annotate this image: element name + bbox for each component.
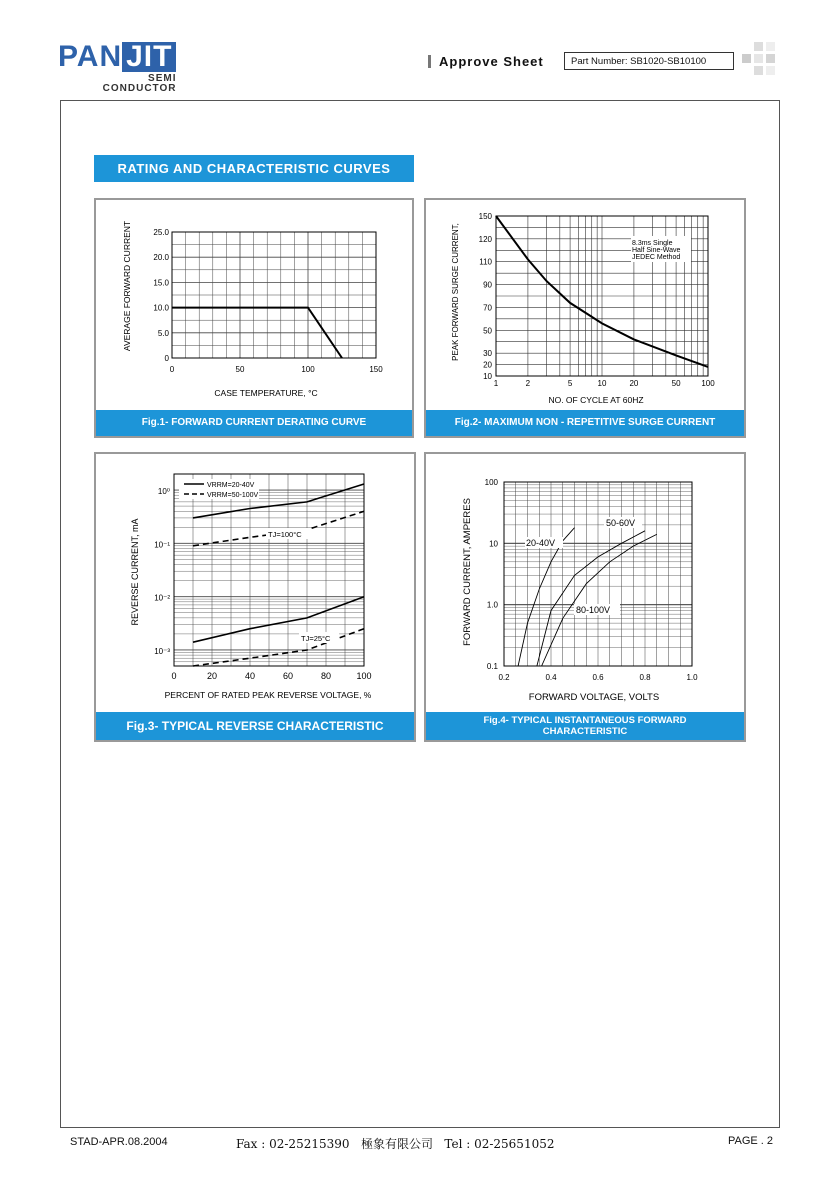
fig2-xtick: 100 — [701, 379, 715, 388]
fig4-xtick: 0.6 — [592, 673, 604, 682]
fig4-caption-line1: Fig.4- TYPICAL INSTANTANEOUS FORWARD — [483, 715, 687, 726]
fig4-caption — [426, 712, 744, 740]
checker-decoration-icon — [742, 42, 782, 78]
fig1-chart — [96, 200, 412, 410]
fig4-label-20-40v: 20-40V — [526, 538, 556, 548]
fig4-ytick: 100 — [484, 478, 498, 487]
fig4-ytick: 1.0 — [486, 600, 498, 610]
fig2-note1: 8.3ms Single — [632, 240, 673, 247]
fig3-xtick: 0 — [171, 671, 177, 681]
fig2-ytick: 70 — [483, 303, 492, 313]
fig3-ytick: 10⁻¹ — [154, 540, 170, 550]
fig2-xtick: 1 — [493, 379, 499, 388]
fig2-panel — [424, 198, 746, 438]
fig4-xtick: 1.0 — [686, 673, 698, 682]
fig2-ylabel: PEAK FORWARD SURGE CURRENT, — [451, 223, 460, 361]
fig1-xtick: 0 — [169, 365, 175, 374]
fig3-xtick: 100 — [356, 671, 372, 681]
fig1-ytick: 25.0 — [153, 228, 169, 237]
fig1-ytick: 20.0 — [153, 253, 169, 263]
fig3-ytick: 10⁻² — [154, 593, 170, 603]
footer-doc-code: STAD-APR.08.2004 — [70, 1136, 168, 1148]
fig3-xtick: 60 — [282, 671, 294, 681]
fig4-ylabel: FORWARD CURRENT, AMPERES — [462, 498, 473, 646]
fig3-tj-high: TJ=100°C — [268, 530, 302, 539]
fig1-ytick: 5.0 — [157, 328, 169, 338]
footer-page-number: PAGE . 2 — [728, 1135, 774, 1147]
fig1-xtick: 50 — [235, 365, 245, 374]
fig2-ytick: 120 — [478, 234, 492, 244]
logo-pan: PAN — [58, 40, 123, 73]
fig2-xtick: 2 — [525, 379, 531, 388]
fig4-ytick: 0.1 — [486, 662, 498, 671]
fig1-caption: Fig.1- FORWARD CURRENT DERATING CURVE — [96, 410, 412, 436]
footer-contact: Fax : 02-25215390 極象有限公司 Tel : 02-25651052 — [236, 1137, 555, 1151]
fig4-label-80-100v: 80-100V — [576, 605, 611, 615]
fig2-note3: JEDEC Method — [632, 254, 681, 261]
fig2-note2: Half Sine-Wave — [632, 247, 681, 254]
fig2-ytick: 50 — [483, 326, 492, 336]
fig3-xtick: 20 — [206, 671, 218, 681]
fig3-ytick: 10⁰ — [157, 487, 170, 497]
part-number-box: Part Number: SB1020-SB10100 — [564, 52, 734, 70]
fig1-xlabel: CASE TEMPERATURE, °C — [214, 388, 318, 398]
fig4-xtick: 0.8 — [639, 673, 651, 682]
logo-conductor: CONDUCTOR — [102, 83, 177, 94]
fig2-ytick: 150 — [478, 212, 492, 221]
fig3-legend1: VRRM=20-40V — [207, 482, 255, 489]
logo-jit: JIT — [122, 42, 176, 72]
fig1-ytick: 0 — [164, 354, 169, 363]
fig2-xtick: 50 — [671, 379, 681, 388]
fig4-xtick: 0.4 — [545, 673, 557, 682]
fig2-caption: Fig.2- MAXIMUM NON - REPETITIVE SURGE CURRENT — [426, 410, 744, 436]
panjit-logo — [58, 40, 176, 94]
fig4-xlabel: FORWARD VOLTAGE, VOLTS — [528, 692, 660, 703]
fig4-chart — [426, 454, 744, 714]
fig3-tj-low: TJ=25°C — [301, 634, 331, 643]
fig1-xtick: 150 — [369, 365, 383, 374]
fig4-caption-line2: CHARACTERISTIC — [542, 726, 628, 737]
fig2-ytick: 20 — [483, 360, 492, 370]
fig3-caption: Fig.3- TYPICAL REVERSE CHARACTERISTIC — [96, 712, 414, 740]
fig3-xlabel: PERCENT OF RATED PEAK REVERSE VOLTAGE, % — [164, 690, 372, 700]
fig2-ytick: 90 — [483, 280, 492, 290]
fig2-xtick: 10 — [597, 379, 607, 388]
fig2-ytick: 110 — [479, 257, 492, 267]
fig4-xtick: 0.2 — [498, 673, 510, 682]
fig2-xtick: 5 — [567, 379, 573, 388]
fig2-ytick: 30 — [483, 349, 492, 359]
fig4-label-50-60v: 50-60V — [606, 518, 636, 528]
fig1-xtick: 100 — [301, 365, 315, 374]
fig1-ytick: 10.0 — [153, 303, 169, 313]
section-title: RATING AND CHARACTERISTIC CURVES — [94, 155, 414, 182]
fig2-xlabel: NO. OF CYCLE AT 60HZ — [548, 395, 644, 405]
fig4-series-line — [542, 534, 657, 666]
fig4-series-line — [518, 528, 574, 666]
fig3-xtick: 80 — [320, 671, 332, 681]
fig3-legend2: VRRM=50-100V — [207, 492, 259, 499]
fig2-xtick: 20 — [629, 379, 639, 388]
fig3-panel — [94, 452, 416, 742]
fig1-panel — [94, 198, 414, 438]
approve-sheet-title: Approve Sheet — [428, 54, 544, 69]
fig1-ytick: 15.0 — [153, 278, 169, 288]
fig1-ylabel: AVERAGE FORWARD CURRENT — [122, 220, 132, 352]
fig3-xtick: 40 — [244, 671, 256, 681]
fig4-ytick: 10 — [489, 539, 498, 549]
fig3-chart — [96, 454, 414, 712]
logo-semi: SEMI — [148, 73, 177, 84]
fig2-chart — [426, 200, 744, 410]
fig3-ylabel: REVERSE CURRENT, mA — [130, 518, 140, 626]
fig4-panel — [424, 452, 746, 742]
fig3-ytick: 10⁻³ — [154, 646, 170, 656]
fig4-series-line — [537, 531, 645, 666]
fig2-ytick: 10 — [483, 372, 492, 381]
